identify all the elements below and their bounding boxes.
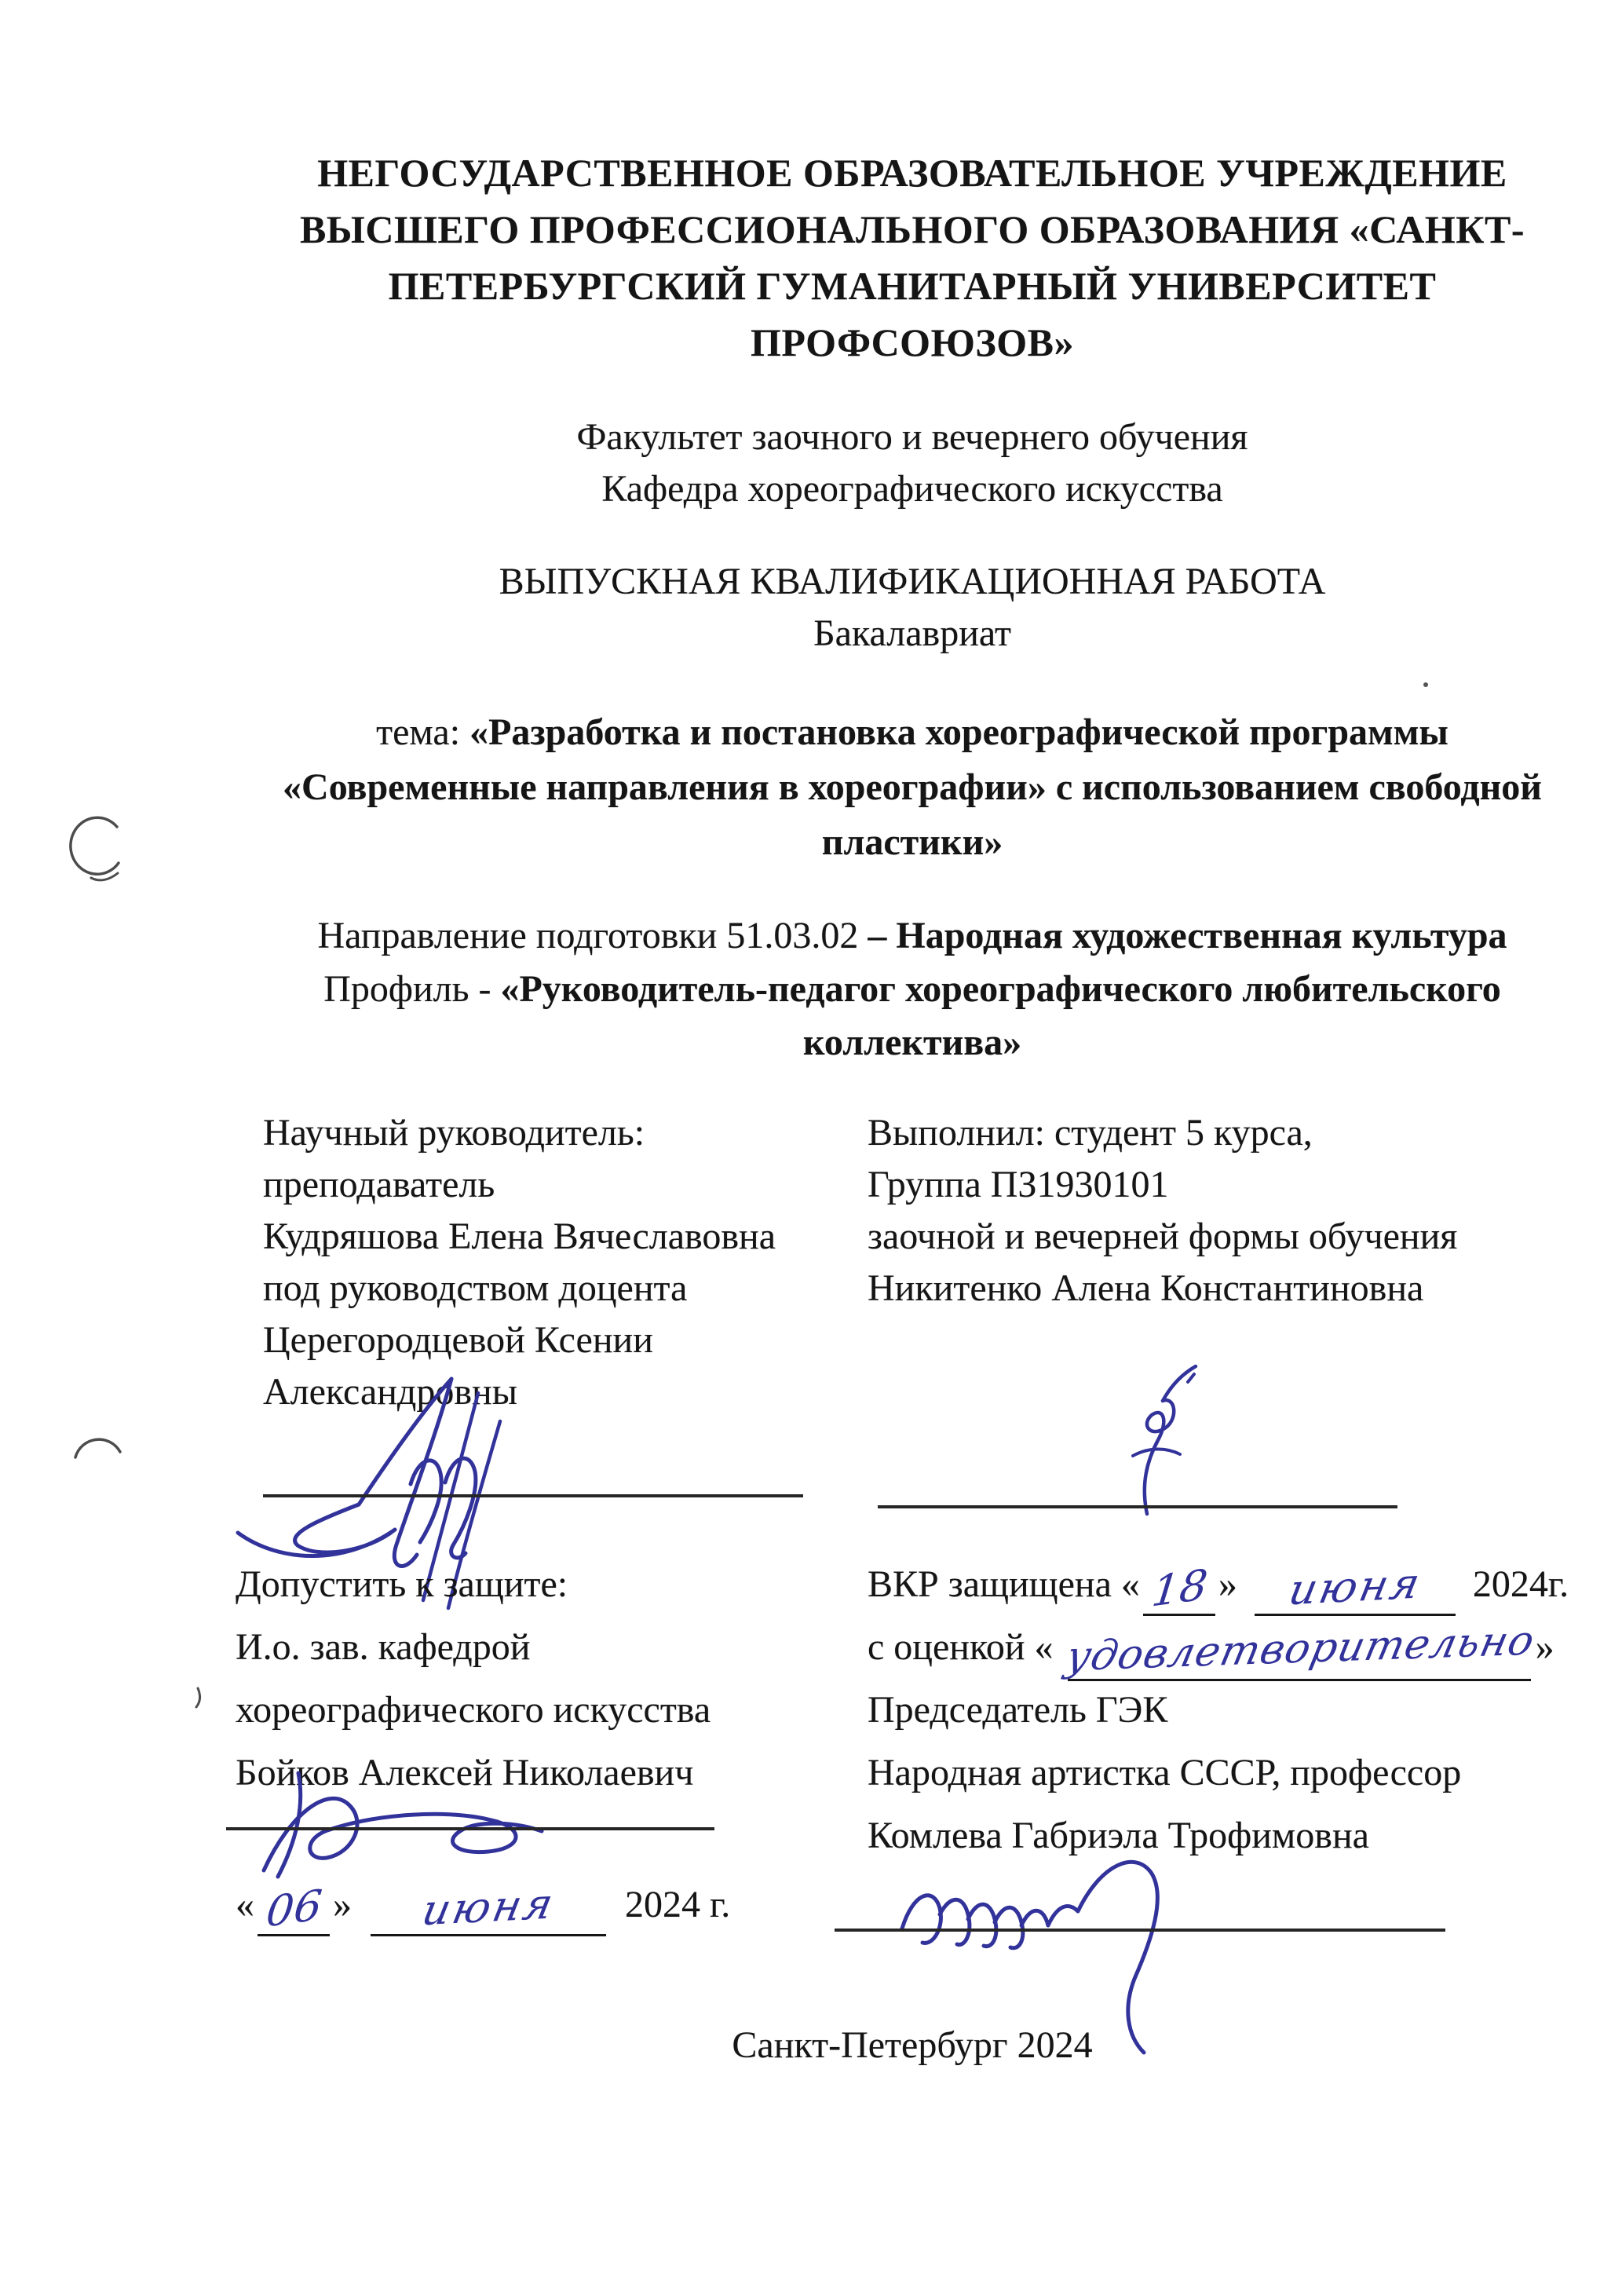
theme-line: пластики» — [821, 821, 1003, 863]
theme-text: «Разработка и постановка хореографической программы — [469, 711, 1448, 753]
advisor-line: преподаватель — [263, 1164, 495, 1205]
profile-label: Профиль - — [323, 968, 501, 1010]
university-header-line: ВЫСШЕГО ПРОФЕССИОНАЛЬНОГО ОБРАЗОВАНИЯ «САНКТ- — [299, 207, 1525, 251]
admission-date-year: 2024 г. — [616, 1884, 731, 1925]
faculty-line: Факультет заочного и вечернего обучения — [576, 416, 1248, 458]
university-header-line: ПЕТЕРБУРГСКИЙ ГУМАНИТАРНЫЙ УНИВЕРСИТЕТ — [388, 264, 1437, 308]
student-line: заочной и вечерней формы обучения — [868, 1216, 1458, 1257]
advisor-line: Церегородцевой Ксении — [263, 1319, 653, 1361]
grade-suffix: » — [1535, 1626, 1554, 1668]
defense-line: Председатель ГЭК — [868, 1689, 1168, 1731]
profile-line: коллектива» — [802, 1022, 1022, 1063]
direction-label: Направление подготовки 51.03.02 — [317, 915, 868, 956]
admission-day-handwriting: 06 — [263, 1880, 324, 1937]
student-line: Выполнил: студент 5 курса, — [868, 1112, 1313, 1153]
university-header-line: ПРОФСОЮЗОВ» — [750, 320, 1075, 364]
defense-month-handwriting: июня — [1284, 1558, 1427, 1615]
advisor-line: Кудряшова Елена Вячеславовна — [263, 1216, 776, 1257]
admission-line: И.о. зав. кафедрой — [236, 1626, 531, 1668]
degree: Бакалавриат — [813, 612, 1011, 654]
admission-date-open: « — [236, 1884, 254, 1925]
advisor-line: под руководством доцента — [263, 1267, 688, 1309]
work-type: ВЫПУСКНАЯ КВАЛИФИКАЦИОННАЯ РАБОТА — [499, 561, 1326, 602]
profile-value: «Руководитель-педагог хореографического любительского — [500, 968, 1501, 1010]
defense-date-suffix: 2024г. — [1463, 1563, 1569, 1605]
theme-line: «Современные направления в хореографии» с использованием свободной — [283, 766, 1542, 808]
university-header-line: НЕГОСУДАРСТВЕННОЕ ОБРАЗОВАТЕЛЬНОЕ УЧРЕЖДЕНИЕ — [317, 151, 1507, 195]
defense-day-handwriting: 18 — [1149, 1559, 1210, 1617]
admission-line: Допустить к защите: — [236, 1563, 568, 1605]
student-line: Группа ПЗ1930101 — [868, 1164, 1169, 1205]
direction-value: – Народная художественная культура — [868, 915, 1507, 956]
grade-prefix: с оценкой « — [868, 1626, 1063, 1668]
advisor-line: Научный руководитель: — [263, 1112, 645, 1153]
admission-line: Бойков Алексей Николаевич — [236, 1752, 694, 1793]
admission-date-close: » — [333, 1884, 361, 1925]
admission-month-handwriting: июня — [418, 1878, 560, 1936]
theme-label: тема: — [376, 711, 470, 753]
admission-line: хореографического искусства — [236, 1689, 711, 1731]
grade-handwriting: удовлетворительно — [1061, 1617, 1539, 1681]
advisor-line: Александровны — [263, 1371, 517, 1413]
defense-line: Комлева Габриэла Трофимовна — [868, 1815, 1369, 1856]
defense-date-prefix: ВКР защищена « — [868, 1563, 1140, 1605]
department-line: Кафедра хореографического искусства — [601, 468, 1223, 510]
student-line: Никитенко Алена Константиновна — [868, 1267, 1424, 1309]
footer-city-year: Санкт-Петербург 2024 — [732, 2024, 1093, 2066]
defense-date-mid: » — [1218, 1563, 1247, 1605]
defense-line: Народная артистка СССР, профессор — [868, 1752, 1462, 1793]
